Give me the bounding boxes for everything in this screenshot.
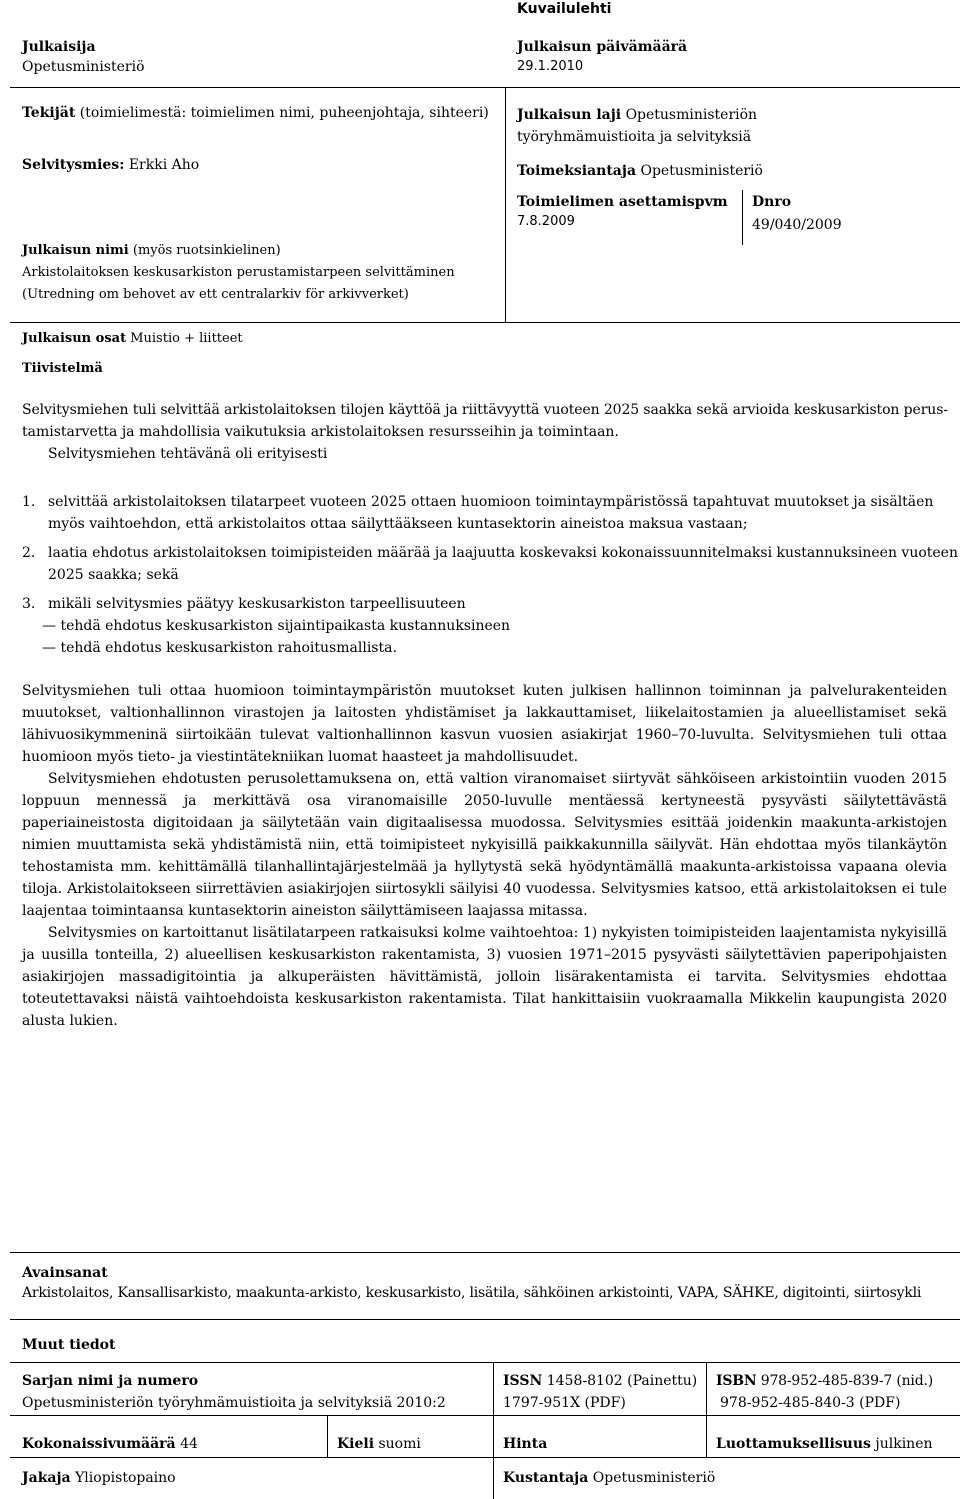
publisher2-field [503,1467,715,1489]
commissioner-label: Toimeksiantaja [517,163,637,179]
rule-pages-v3 [706,1415,707,1457]
publisher-value: Opetusministeriö [22,59,145,75]
pages-field [22,1433,198,1455]
rule-distributor-top [10,1457,960,1458]
parts-label: Julkaisun osat [22,331,127,346]
summary-paragraph: Selvitysmies on kartoittanut lisätilatarpeen ratkaisuksi kolme vaihtoehtoa: 1) nykyisten toimipisteiden laajentamista nykyisillä ja uusilla tonteilla, 2) alueellisen keskusarkiston rakentamista, 3) vuosien 1971–2015 pysyvästi säilytettävien paperipohjaisten asiakirjojen massadigitointia ja alkuperäisten hävittämistä, jolloin lisärakentamista ei tarvita. Selvitysmies ehdottaa toteutettavaksi näistä vaihtoehdoista keskusarkiston rakentamista. Tilat hankittaisiin vuokraamalla Mikkelin kaupungista 2020 alusta lukien. [22,925,947,1029]
authors-field [22,102,502,124]
list-item [22,491,947,537]
rule-top [10,87,960,88]
commissioner-value: Opetusministeriö [640,163,763,179]
summary-paragraph: Selvitysmiehen ehdotusten perusolettamuksena on, että valtion viranomaiset siirtyvät sähköiseen arkistointiin vuoden 2015 loppuun mennessä ja merkittävä osa viranomaisille 2050-luvulle mentäessä kertyneestä pysyvästi säilytettävästä paperiaineistosta digitoidaan ja säilytetään vain digitaalisessa muodossa. Selvitysmies esittää joidenkin maakunta-arkistojen nimien muuttamista sekä yhdistämistä niin, että toimipisteet nykyisillä paikkakunnilla säilyvät. Hän ehdottaa myös tilankäytön tehostamista mm. kehittämällä tilanhallintajärjestelmää ja hyllytystä sekä hyödyntämällä maakunta-arkistoissa vapaana olevia tiloja. Arkistolaitokseen siirrettävien asiakirjojen siirtosykli säilyisi 40 vuodessa. Selvitysmies katsoo, että arkistolaitoksen ei tule laajentaa toimintaansa kuntasektorin aineiston säilyttämiseen laajassa mitassa. [22,771,947,919]
pub-name-note: (myös ruotsinkielinen) [132,243,281,258]
list-item-line: mikäli selvitysmies päätyy keskusarkiston tarpeellisuuteen [48,596,466,612]
parts-value: Muistio + liitteet [130,331,243,346]
confidentiality-label: Luottamuksellisuus [716,1436,871,1452]
list-item-line: myös vaihtoehdon, että arkistolaitos ottaa säilyttääkseen kuntasektorin aineistoa maksua vastaan; [48,516,748,532]
summary-intro-line3: Selvitysmiehen tehtävänä oli erityisesti [48,446,328,462]
pub-name-line1: Arkistolaitoksen keskusarkiston perustamistarpeen selvittäminen [22,265,455,280]
isbn-field [716,1370,933,1392]
distributor-value: Yliopistopaino [75,1470,176,1486]
summary-intro [22,399,947,465]
series-label: Sarjan nimi ja numero [22,1373,199,1389]
list-item [22,542,958,588]
list-item-subline: — tehdä ehdotus keskusarkiston rahoitusmallista. [42,640,397,656]
pub-type-value: Opetusministeriön työryhmämuistioita ja selvityksiä [517,107,758,145]
parts-field [22,328,243,350]
dnro-value: 49/040/2009 [752,217,842,233]
rule-dnro-vertical [742,190,743,245]
list-number: 3. [22,596,36,612]
pub-type-label: Julkaisun laji [517,107,622,123]
keywords-value: Arkistolaitos, Kansallisarkisto, maakunta-arkisto, keskusarkisto, lisätila, sähköinen arkistointi, VAPA, SÄHKE, digitointi, siirtosykli [22,1285,922,1301]
rule-mid-vertical [505,87,506,322]
isbn-value1: 978-952-485-839-7 (nid.) [760,1373,933,1389]
issn-value2: 1797-951X (PDF) [503,1395,626,1411]
pub-name-line2: (Utredning om behovet av ett centralarkiv för arkivverket) [22,287,409,302]
publisher2-value: Opetusministeriö [592,1470,716,1486]
investigator-label: Selvitysmies: [22,157,125,173]
rule-series-v2 [706,1362,707,1415]
list-item-line: laatia ehdotus arkistolaitoksen toimipisteiden määrää ja laajuutta koskevaksi kokonaissuunnitelmaksi kustannuksineen vuoteen [48,545,958,561]
isbn-label: ISBN [716,1373,757,1389]
rule-series-top [10,1362,960,1363]
list-item-line: selvittää arkistolaitoksen tilatarpeet vuoteen 2025 ottaen huomioon toimintaympäristössä tapahtuvat muutokset ja sisältäen [48,494,934,510]
distributor-field [22,1467,176,1489]
summary-body [22,680,947,1032]
publisher-label: Julkaisija [22,39,96,55]
pages-label: Kokonaissivumäärä [22,1436,176,1452]
language-label: Kieli [337,1436,375,1452]
authors-note: (toimielimestä: toimielimen nimi, puheenjohtaja, sihteeri) [79,105,489,121]
authors-label: Tekijät [22,105,76,121]
commissioner-field [517,160,763,182]
established-value: 7.8.2009 [517,214,575,229]
pub-date-value: 29.1.2010 [517,59,584,74]
confidentiality-value: julkinen [875,1436,933,1452]
issn-field [503,1370,697,1392]
pub-type-field [517,104,807,148]
pub-name-field [22,240,502,306]
rule-keywords-top [10,1252,960,1253]
publisher2-label: Kustantaja [503,1470,589,1486]
rule-below-title [10,322,960,323]
rule-series-v1 [493,1362,494,1415]
other-info-label: Muut tiedot [22,1337,116,1353]
list-number: 2. [22,545,36,561]
issn-label: ISSN [503,1373,543,1389]
list-item [22,593,947,659]
keywords-label: Avainsanat [22,1265,108,1281]
language-value: suomi [378,1436,421,1452]
rule-pages-top [10,1415,960,1416]
pages-value: 44 [180,1436,198,1452]
summary-label: Tiivistelmä [22,361,103,376]
rule-pages-v1 [327,1415,328,1457]
established-label: Toimielimen asettamispvm [517,194,728,210]
distributor-label: Jakaja [22,1470,71,1486]
issn-value1: 1458-8102 (Painettu) [546,1373,698,1389]
investigator-value: Erkki Aho [128,157,200,173]
confidentiality-field [716,1433,933,1455]
pub-name-label: Julkaisun nimi [22,243,129,258]
language-field [337,1433,421,1455]
summary-intro-line1: Selvitysmiehen tuli selvittää arkistolaitoksen tilojen käyttöä ja riittävyyttä vuoteen 2025 saakka sekä arvioida keskusarkiston perus- [22,402,948,418]
price-label: Hinta [503,1436,548,1452]
rule-other-top [10,1319,960,1320]
summary-paragraph: Selvitysmiehen tuli ottaa huomioon toimintaympäristön muutokset kuten julkisen hallinnon toiminnan ja palvelurakenteiden muutokset, valtionhallinnon virastojen ja laitosten yhdistämiset ja lakkauttamiset, liikelaitostamien ja alueellistamiset sekä lähivuosikymmeninä siirtoikään tulevat valtionhallinnon kasvun vuosien asiakirjat 1960–70-luvulta. Selvitysmiehen tuli ottaa huomioon myös tieto- ja viestintätekniikan luomat haasteet ja mahdollisuudet. [22,683,947,765]
pub-date-label: Julkaisun päivämäärä [517,39,688,55]
summary-intro-line2: tamistarvetta ja mahdollisia vaikutuksia arkistolaitoksen resursseihin ja toimintaan. [22,424,619,440]
investigator-field [22,154,199,176]
list-item-subline: — tehdä ehdotus keskusarkiston sijaintipaikasta kustannuksineen [42,618,511,634]
isbn-value2: 978-952-485-840-3 (PDF) [720,1395,901,1411]
form-title: Kuvailulehti [517,1,612,17]
series-value: Opetusministeriön työryhmämuistioita ja selvityksiä 2010:2 [22,1395,446,1411]
list-number: 1. [22,494,36,510]
dnro-label: Dnro [752,194,792,210]
list-item-line: 2025 saakka; sekä [48,567,179,583]
